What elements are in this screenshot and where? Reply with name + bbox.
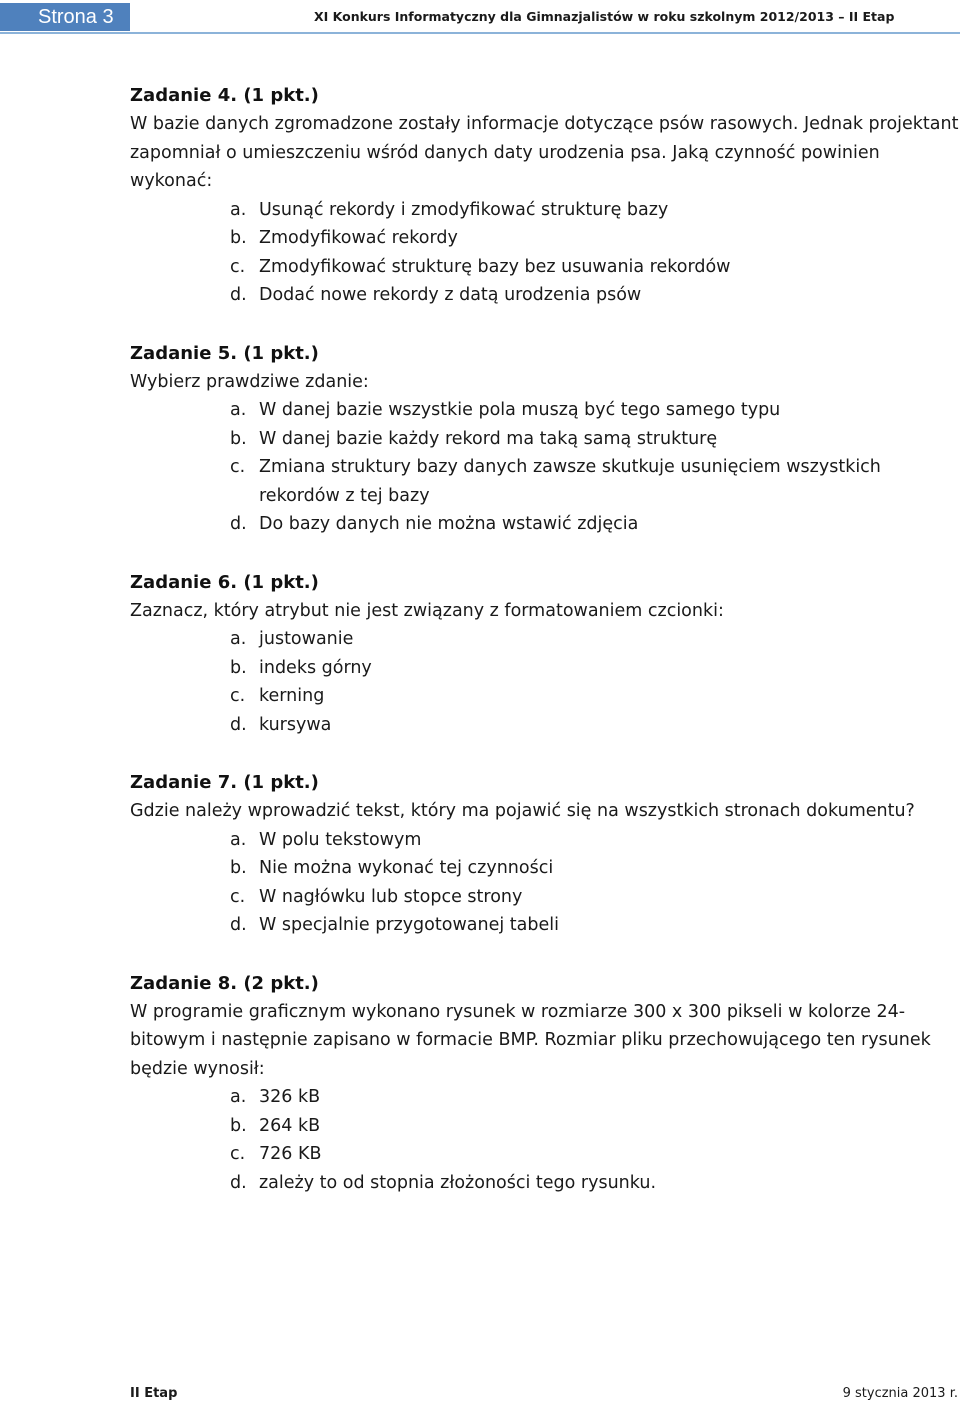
answer-option bbox=[230, 826, 960, 855]
answer-option bbox=[230, 1083, 960, 1112]
answer-letter: b. bbox=[230, 657, 247, 678]
answer-option bbox=[230, 425, 960, 454]
answer-list bbox=[130, 1083, 960, 1197]
answer-letter: a. bbox=[230, 629, 247, 649]
answer-letter: d. bbox=[230, 915, 247, 935]
answer-option bbox=[230, 253, 960, 282]
answer-text: Zmiana struktury bazy danych zawsze skutkuje usunięciem wszystkich rekordów z tej bazy bbox=[259, 457, 881, 506]
answer-text: Nie można wykonać tej czynności bbox=[259, 858, 554, 878]
answer-text: kerning bbox=[259, 686, 325, 706]
answer-letter: d. bbox=[230, 714, 247, 735]
answer-option bbox=[230, 682, 960, 711]
task-question: Gdzie należy wprowadzić tekst, który ma pojawić się na wszystkich stronach dokumentu? bbox=[130, 801, 915, 821]
answer-letter: a. bbox=[230, 1087, 247, 1107]
answer-letter: b. bbox=[230, 1115, 247, 1136]
page-header bbox=[0, 0, 960, 34]
footer-date: 9 stycznia 2013 r. bbox=[842, 1386, 958, 1401]
answer-text: zależy to od stopnia złożoności tego rysunku. bbox=[259, 1172, 657, 1193]
footer-stage-label: II Etap bbox=[130, 1386, 178, 1401]
task-question: W programie graficznym wykonano rysunek w rozmiarze 300 x 300 pikseli w kolorze 24-bitowym i następnie zapisano w formacie BMP. Rozmiar pliku przechowującego ten rysunek będzie wynosił: bbox=[130, 1001, 931, 1079]
document-body bbox=[130, 82, 960, 1227]
answer-letter: c. bbox=[230, 256, 246, 277]
answer-list bbox=[130, 396, 960, 539]
answer-text: W specjalnie przygotowanej tabeli bbox=[259, 915, 559, 935]
task-7 bbox=[130, 769, 960, 940]
answer-option bbox=[230, 453, 960, 510]
answer-option bbox=[230, 396, 960, 425]
task-question: W bazie danych zgromadzone zostały informacje dotyczące psów rasowych. Jednak projektant zapomniał o umieszczeniu wśród danych daty urodzenia psa. Jaką czynność powinien wykonać: bbox=[130, 114, 959, 191]
task-title: Zadanie 7. (1 pkt.) bbox=[130, 772, 319, 793]
answer-letter: a. bbox=[230, 829, 247, 850]
answer-text: W polu tekstowym bbox=[259, 829, 422, 850]
answer-text: 726 KB bbox=[259, 1144, 322, 1164]
answer-text: Usunąć rekordy i zmodyfikować strukturę bazy bbox=[259, 199, 669, 220]
answer-letter: b. bbox=[230, 228, 247, 248]
page-number-label: Strona 3 bbox=[0, 3, 130, 31]
answer-option bbox=[230, 281, 960, 310]
answer-text: Zmodyfikować strukturę bazy bez usuwania rekordów bbox=[259, 256, 731, 277]
answer-text: Dodać nowe rekordy z datą urodzenia psów bbox=[259, 285, 642, 305]
answer-letter: c. bbox=[230, 686, 246, 706]
answer-option bbox=[230, 883, 960, 912]
answer-letter: c. bbox=[230, 1144, 246, 1164]
answer-letter: c. bbox=[230, 457, 246, 477]
task-8 bbox=[130, 970, 960, 1198]
answer-text: indeks górny bbox=[259, 657, 372, 678]
answer-text: justowanie bbox=[259, 629, 354, 649]
answer-option bbox=[230, 224, 960, 253]
task-title: Zadanie 8. (2 pkt.) bbox=[130, 972, 319, 994]
answer-list bbox=[130, 826, 960, 940]
answer-list bbox=[130, 625, 960, 739]
task-title: Zadanie 4. (1 pkt.) bbox=[130, 85, 319, 106]
answer-text: W danej bazie wszystkie pola muszą być tego samego typu bbox=[259, 400, 781, 420]
answer-letter: b. bbox=[230, 858, 247, 878]
answer-option bbox=[230, 510, 960, 539]
answer-text: 264 kB bbox=[259, 1115, 321, 1136]
answer-letter: a. bbox=[230, 400, 247, 420]
answer-option bbox=[230, 1169, 960, 1198]
task-question: Wybierz prawdziwe zdanie: bbox=[130, 371, 369, 392]
answer-option bbox=[230, 854, 960, 883]
answer-letter: d. bbox=[230, 1172, 247, 1193]
answer-letter: b. bbox=[230, 428, 247, 449]
answer-option bbox=[230, 196, 960, 225]
task-title: Zadanie 6. (1 pkt.) bbox=[130, 571, 319, 593]
answer-letter: a. bbox=[230, 199, 247, 220]
answer-text: Zmodyfikować rekordy bbox=[259, 228, 458, 248]
answer-text: W danej bazie każdy rekord ma taką samą strukturę bbox=[259, 428, 718, 449]
answer-option bbox=[230, 1140, 960, 1169]
answer-list bbox=[130, 196, 960, 310]
header-title: XI Konkurs Informatyczny dla Gimnazjalistów w roku szkolnym 2012/2013 – II Etap bbox=[314, 9, 895, 24]
answer-option bbox=[230, 1112, 960, 1141]
answer-text: 326 kB bbox=[259, 1087, 321, 1107]
answer-option bbox=[230, 654, 960, 683]
answer-letter: c. bbox=[230, 886, 246, 907]
answer-text: Do bazy danych nie można wstawić zdjęcia bbox=[259, 514, 639, 534]
answer-text: kursywa bbox=[259, 714, 332, 735]
answer-option bbox=[230, 711, 960, 740]
answer-option bbox=[230, 911, 960, 940]
answer-letter: d. bbox=[230, 285, 247, 305]
task-question: Zaznacz, który atrybut nie jest związany z formatowaniem czcionki: bbox=[130, 600, 724, 621]
task-4 bbox=[130, 82, 960, 310]
answer-text: W nagłówku lub stopce strony bbox=[259, 886, 523, 907]
answer-letter: d. bbox=[230, 514, 247, 534]
task-6 bbox=[130, 569, 960, 740]
task-title: Zadanie 5. (1 pkt.) bbox=[130, 342, 319, 364]
task-5 bbox=[130, 340, 960, 539]
answer-option bbox=[230, 625, 960, 654]
